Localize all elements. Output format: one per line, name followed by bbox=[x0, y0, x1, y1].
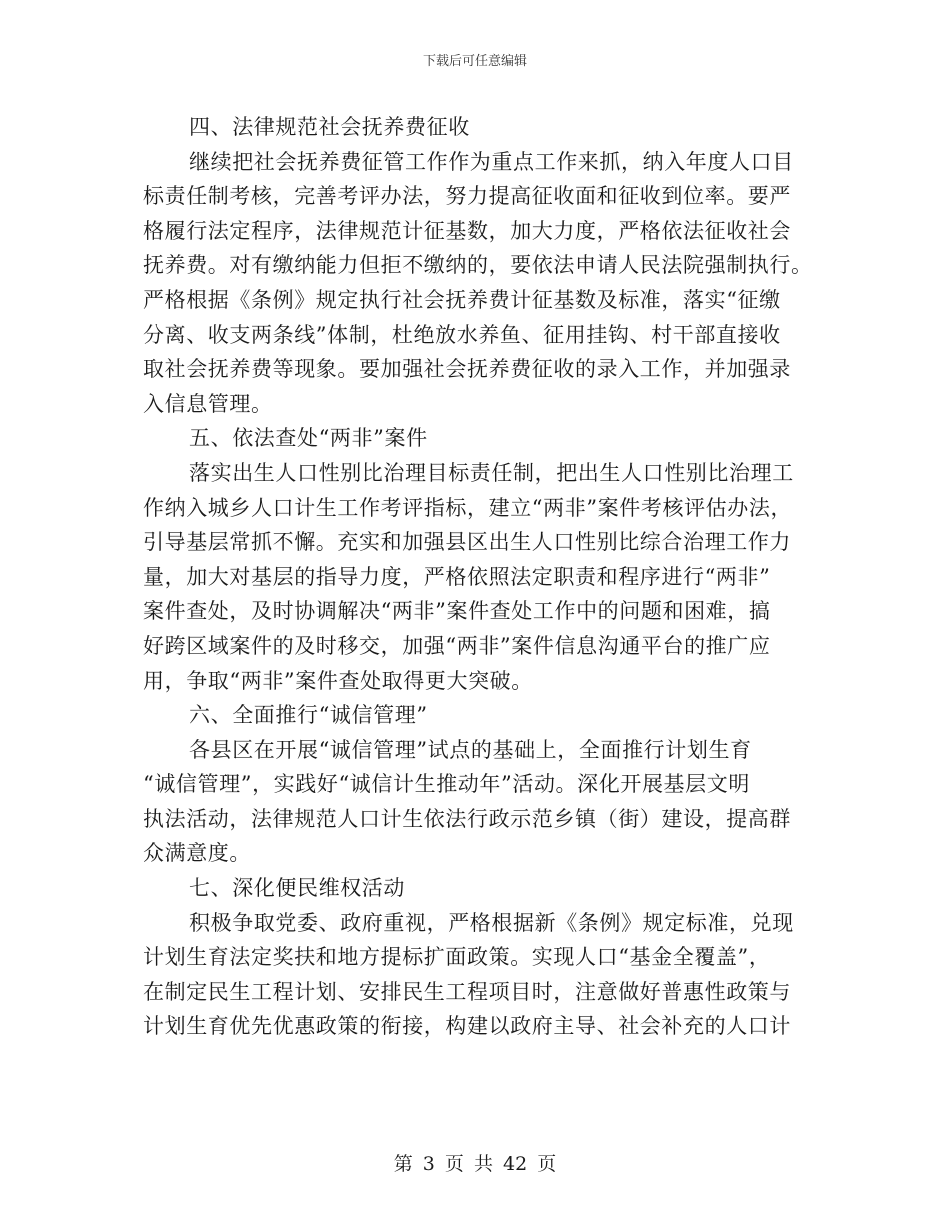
paragraph-line: 分离、收支两条线”体制，杜绝放水养鱼、征用挂钩、村干部直接收 bbox=[143, 322, 781, 347]
paragraph-line: 执法活动，法律规范人口计生依法行政示范乡镇（街）建设，提高群 bbox=[143, 806, 791, 831]
paragraph-line: 抚养费。对有缴纳能力但拒不缴纳的，要依法申请人民法院强制执行。 bbox=[143, 253, 813, 278]
paragraph-line: 标责任制考核，完善考评办法，努力提高征收面和征收到位率。要严 bbox=[143, 184, 791, 209]
paragraph-first-line: 六、全面推行“诚信管理” bbox=[189, 703, 428, 728]
paragraph-line: 量，加大对基层的指导力度，严格依照法定职责和程序进行“两非” bbox=[143, 564, 771, 589]
paragraph-first-line: 积极争取党委、政府重视，严格根据新《条例》规定标准，兑现 bbox=[189, 910, 794, 935]
page-header: 下载后可任意编辑 bbox=[422, 54, 527, 69]
document-body bbox=[143, 110, 813, 1044]
paragraph-line: 好跨区域案件的及时移交，加强“两非”案件信息沟通平台的推广应 bbox=[143, 633, 771, 658]
paragraph-first-line: 七、深化便民维权活动 bbox=[189, 876, 405, 901]
paragraph-line: 众满意度。 bbox=[143, 841, 251, 866]
paragraph-first-line: 落实出生人口性别比治理目标责任制，把出生人口性别比治理工 bbox=[189, 460, 794, 485]
paragraph-line: “诚信管理”，实践好“诚信计生推动年”活动。深化开展基层文明 bbox=[143, 772, 750, 797]
paragraph-line: 引导基层常抓不懈。充实和加强县区出生人口性别比综合治理工作力 bbox=[143, 530, 791, 555]
page-number-footer: 第 3 页 共 42 页 bbox=[393, 1153, 557, 1175]
paragraph-first-line: 继续把社会抚养费征管工作作为重点工作来抓，纳入年度人口目 bbox=[189, 149, 794, 174]
paragraph-line: 在制定民生工程计划、安排民生工程项目时，注意做好普惠性政策与 bbox=[143, 979, 791, 1004]
paragraph-line: 作纳入城乡人口计生工作考评指标，建立“两非”案件考核评估办法， bbox=[143, 495, 793, 520]
paragraph-line: 用，争取“两非”案件查处取得更大突破。 bbox=[143, 668, 533, 693]
paragraph-line: 取社会抚养费等现象。要加强社会抚养费征收的录入工作，并加强录 bbox=[143, 357, 791, 382]
paragraph-line: 计划生育法定奖扶和地方提标扩面政策。实现人口“基金全覆盖”， bbox=[143, 945, 771, 970]
paragraph-first-line: 四、法律规范社会抚养费征收 bbox=[189, 115, 470, 139]
paragraph-line: 入信息管理。 bbox=[143, 391, 273, 416]
paragraph-first-line: 各县区在开展“诚信管理”试点的基础上，全面推行计划生育 bbox=[189, 737, 752, 762]
paragraph-first-line: 五、依法查处“两非”案件 bbox=[189, 426, 428, 451]
paragraph-line: 案件查处，及时协调解决“两非”案件查处工作中的问题和困难，搞 bbox=[143, 599, 771, 624]
paragraph-line: 格履行法定程序，法律规范计征基数，加大力度，严格依法征收社会 bbox=[143, 218, 791, 243]
paragraph-line: 计划生育优先优惠政策的衔接，构建以政府主导、社会补充的人口计 bbox=[143, 1014, 791, 1039]
paragraph-line: 严格根据《条例》规定执行社会抚养费计征基数及标准，落实“征缴 bbox=[143, 287, 781, 312]
